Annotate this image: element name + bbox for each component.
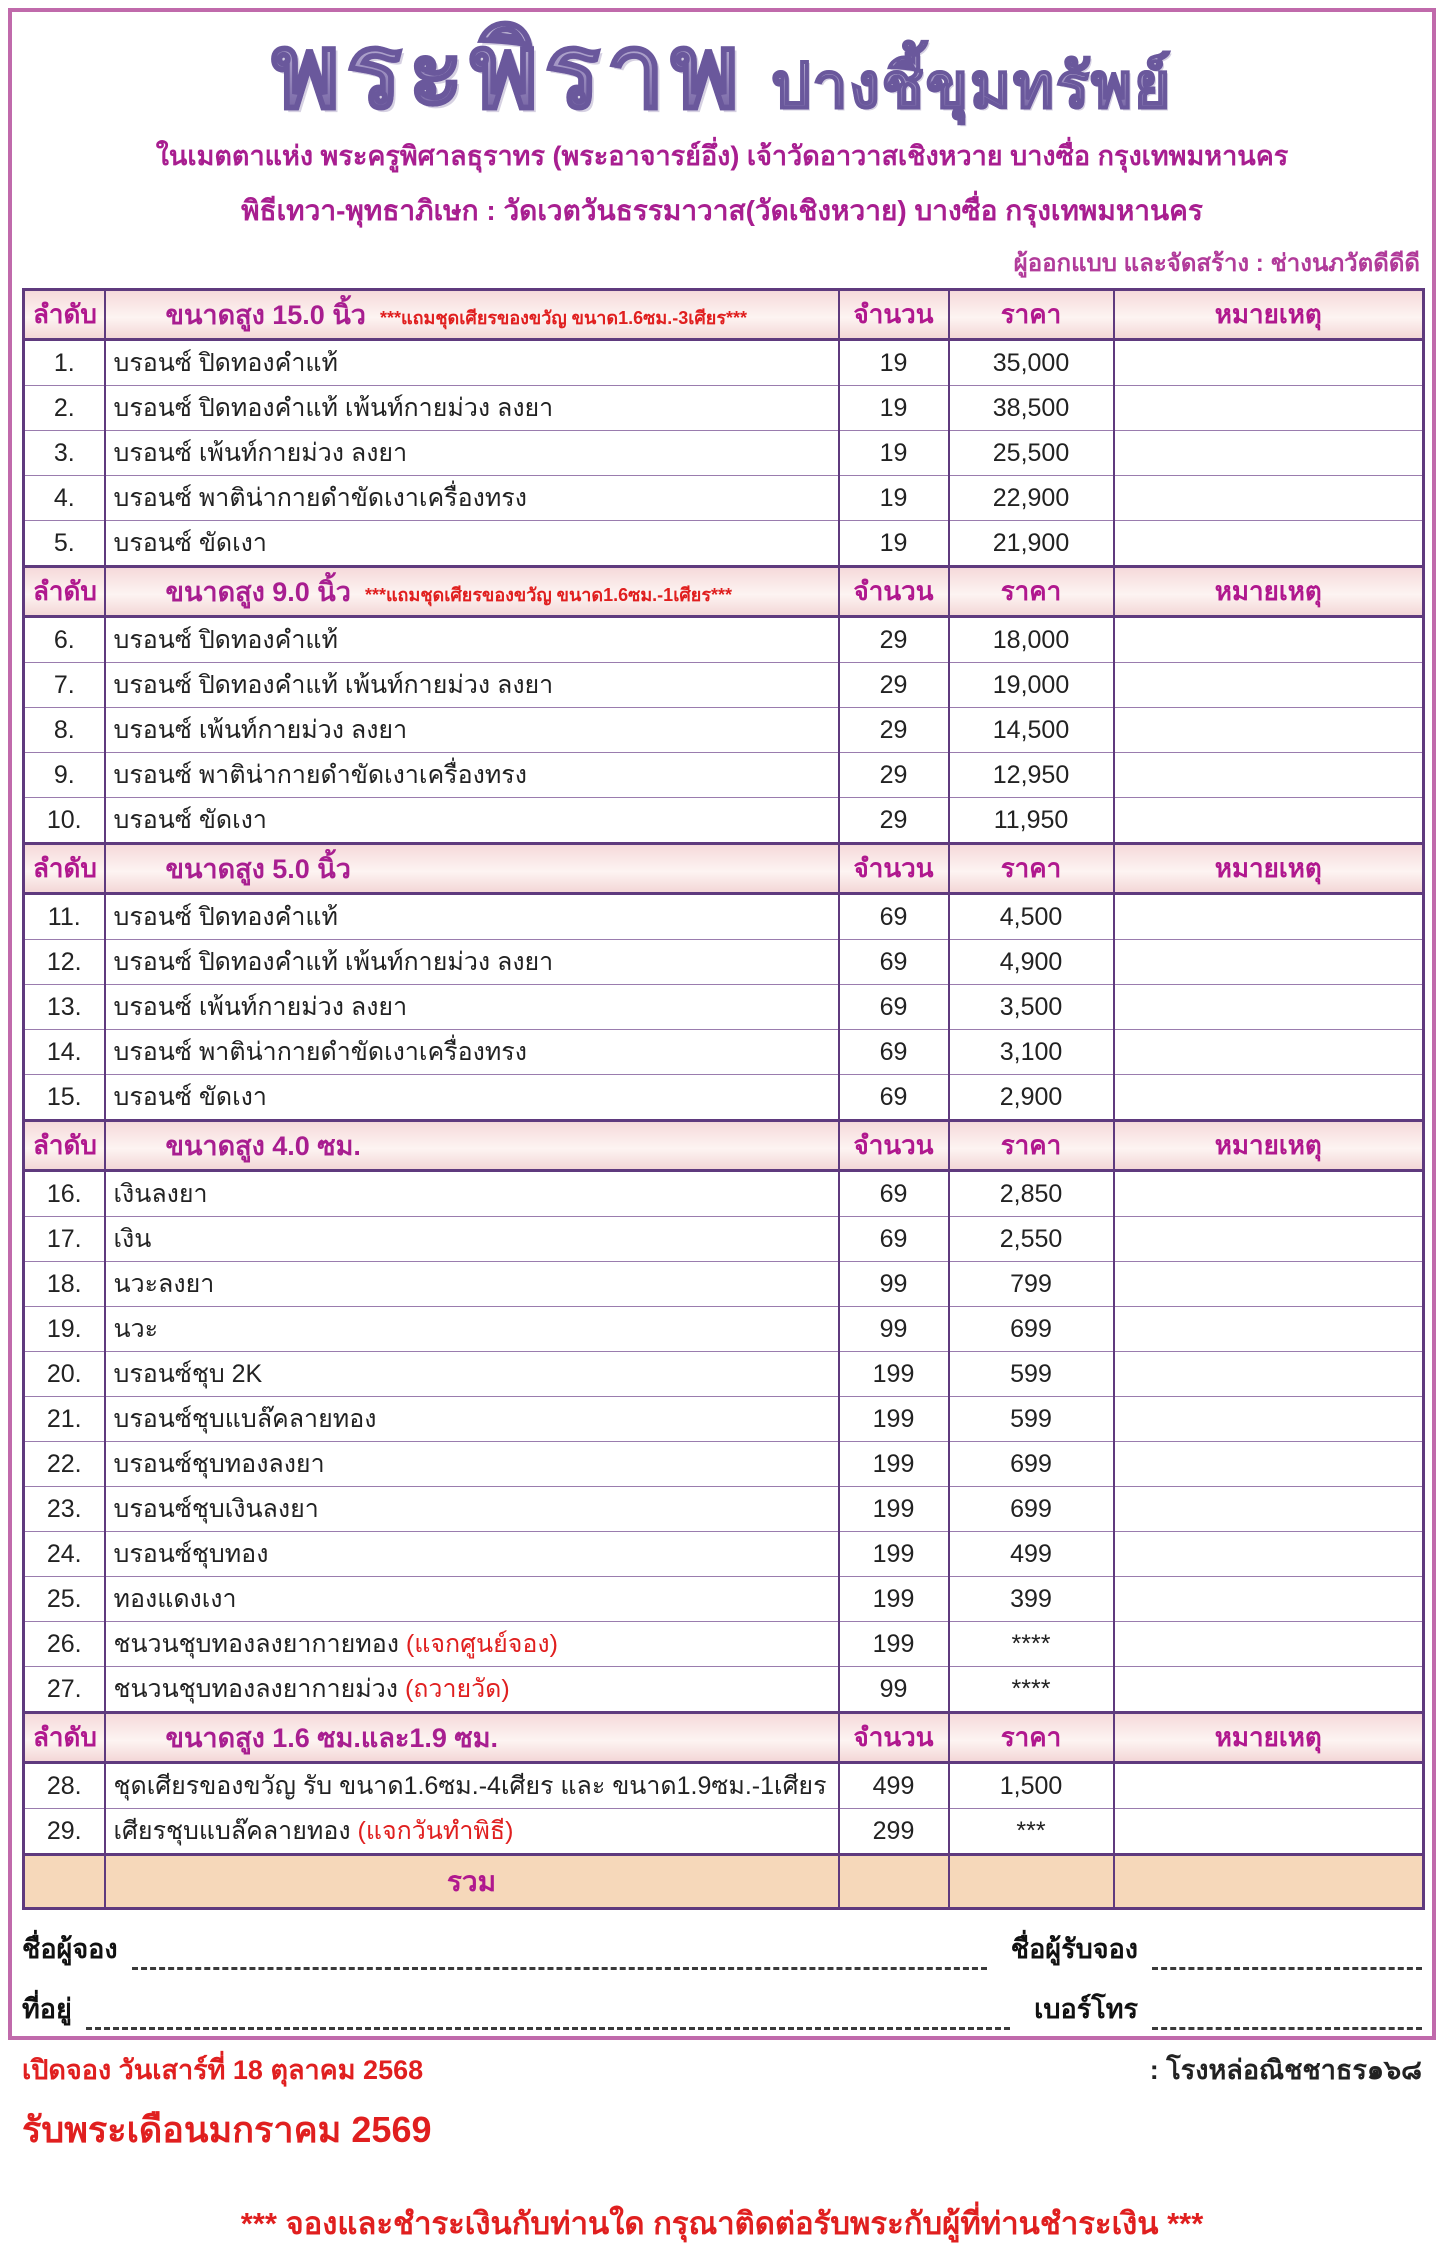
item-qty: 29 bbox=[839, 708, 949, 753]
row-index: 5. bbox=[24, 521, 105, 567]
row-index: 17. bbox=[24, 1217, 105, 1262]
size-label: ขนาดสูง 4.0 ซม. bbox=[165, 1131, 361, 1161]
table-row bbox=[24, 1352, 1424, 1397]
item-name: ทองแดงเงา bbox=[105, 1577, 839, 1622]
item-price: 399 bbox=[949, 1577, 1114, 1622]
item-name: บรอนซ์ ขัดเงา bbox=[105, 798, 839, 844]
section-size-header bbox=[105, 1713, 839, 1763]
section-size-header bbox=[105, 1121, 839, 1171]
column-header-qty: จำนวน bbox=[839, 1713, 949, 1763]
table-row bbox=[24, 1532, 1424, 1577]
item-qty: 199 bbox=[839, 1532, 949, 1577]
column-header-index: ลำดับ bbox=[24, 1713, 105, 1763]
item-price: 2,900 bbox=[949, 1075, 1114, 1121]
receive-date: รับพระเดือนมกราคม 2569 bbox=[22, 2109, 432, 2150]
size-label: ขนาดสูง 5.0 นิ้ว bbox=[165, 854, 351, 884]
item-price: 799 bbox=[949, 1262, 1114, 1307]
section-header-row bbox=[24, 844, 1424, 894]
row-index: 13. bbox=[24, 985, 105, 1030]
column-header-index: ลำดับ bbox=[24, 567, 105, 617]
item-name: บรอนซ์ เพ้นท์กายม่วง ลงยา bbox=[105, 708, 839, 753]
item-name: บรอนซ์ พาติน่ากายดำขัดเงาเครื่องทรง bbox=[105, 476, 839, 521]
row-index: 23. bbox=[24, 1487, 105, 1532]
item-note bbox=[1114, 1487, 1424, 1532]
column-header-price: ราคา bbox=[949, 567, 1114, 617]
item-price: 22,900 bbox=[949, 476, 1114, 521]
page-subtitle: ปางชี้ขุมทรัพย์ bbox=[771, 52, 1173, 121]
title-block bbox=[22, 14, 1422, 130]
item-qty: 199 bbox=[839, 1622, 949, 1667]
payment-warning: *** จองและชำระเงินกับท่านใด กรุณาติดต่อรับพระกับผู้ที่ท่านชำระเงิน *** bbox=[240, 2206, 1204, 2241]
item-note bbox=[1114, 386, 1424, 431]
table-row bbox=[24, 1577, 1424, 1622]
item-name-red-note: (แจกวันทำพิธี) bbox=[357, 1817, 514, 1845]
row-index: 10. bbox=[24, 798, 105, 844]
size-label: ขนาดสูง 15.0 นิ้ว bbox=[165, 300, 366, 330]
size-label: ขนาดสูง 9.0 นิ้ว bbox=[165, 577, 351, 607]
item-note bbox=[1114, 431, 1424, 476]
item-qty: 99 bbox=[839, 1307, 949, 1352]
item-name: บรอนซ์ชุบทอง bbox=[105, 1532, 839, 1577]
item-price: 19,000 bbox=[949, 663, 1114, 708]
item-qty: 199 bbox=[839, 1487, 949, 1532]
bonus-note: ***แถมชุดเศียรของขวัญ ขนาด1.6ซม.-1เศียร*** bbox=[364, 585, 732, 605]
item-note bbox=[1114, 1667, 1424, 1713]
column-header-qty: จำนวน bbox=[839, 844, 949, 894]
item-name: เงินลงยา bbox=[105, 1171, 839, 1217]
row-index: 3. bbox=[24, 431, 105, 476]
column-header-qty: จำนวน bbox=[839, 290, 949, 340]
item-name: บรอนซ์ชุบ 2K bbox=[105, 1352, 839, 1397]
table-row bbox=[24, 1307, 1424, 1352]
row-index: 8. bbox=[24, 708, 105, 753]
table-row bbox=[24, 985, 1424, 1030]
section-header-row bbox=[24, 290, 1424, 340]
row-index: 14. bbox=[24, 1030, 105, 1075]
form-footer bbox=[22, 1924, 1422, 2248]
item-note bbox=[1114, 340, 1424, 386]
item-qty: 19 bbox=[839, 476, 949, 521]
item-price: *** bbox=[949, 1809, 1114, 1855]
item-note bbox=[1114, 476, 1424, 521]
table-row bbox=[24, 1397, 1424, 1442]
row-index: 26. bbox=[24, 1622, 105, 1667]
total-note-cell bbox=[1114, 1855, 1424, 1909]
table-row bbox=[24, 1622, 1424, 1667]
item-price: 599 bbox=[949, 1352, 1114, 1397]
table-row bbox=[24, 1171, 1424, 1217]
row-index: 18. bbox=[24, 1262, 105, 1307]
section-header-row bbox=[24, 1713, 1424, 1763]
item-qty: 499 bbox=[839, 1763, 949, 1809]
reserver-label: ชื่อผู้จอง bbox=[22, 1934, 118, 1964]
column-header-qty: จำนวน bbox=[839, 1121, 949, 1171]
item-qty: 69 bbox=[839, 1171, 949, 1217]
column-header-note: หมายเหตุ bbox=[1114, 1713, 1424, 1763]
table-row bbox=[24, 663, 1424, 708]
row-index: 22. bbox=[24, 1442, 105, 1487]
item-note bbox=[1114, 1397, 1424, 1442]
item-name: บรอนซ์ชุบเงินลงยา bbox=[105, 1487, 839, 1532]
address-row bbox=[22, 1984, 1422, 2030]
designer-credit: ผู้ออกแบบ และจัดสร้าง : ช่างนภวัตดีดีดี bbox=[1013, 250, 1420, 277]
item-note bbox=[1114, 1622, 1424, 1667]
item-price: 699 bbox=[949, 1442, 1114, 1487]
item-note bbox=[1114, 663, 1424, 708]
item-qty: 29 bbox=[839, 753, 949, 798]
column-header-price: ราคา bbox=[949, 290, 1114, 340]
item-qty: 199 bbox=[839, 1577, 949, 1622]
item-note bbox=[1114, 1262, 1424, 1307]
reserver-fill-line bbox=[132, 1937, 987, 1970]
row-index: 28. bbox=[24, 1763, 105, 1809]
item-note bbox=[1114, 1171, 1424, 1217]
item-name: นวะ bbox=[105, 1307, 839, 1352]
row-index: 11. bbox=[24, 894, 105, 940]
table-row bbox=[24, 1442, 1424, 1487]
item-note bbox=[1114, 708, 1424, 753]
item-price: 38,500 bbox=[949, 386, 1114, 431]
table-row bbox=[24, 753, 1424, 798]
table-row bbox=[24, 1075, 1424, 1121]
item-qty: 29 bbox=[839, 798, 949, 844]
bonus-note: ***แถมชุดเศียรของขวัญ ขนาด1.6ซม.-3เศียร*** bbox=[379, 308, 748, 328]
column-header-price: ราคา bbox=[949, 1121, 1114, 1171]
item-name: บรอนซ์ เพ้นท์กายม่วง ลงยา bbox=[105, 985, 839, 1030]
row-index: 25. bbox=[24, 1577, 105, 1622]
item-price: 499 bbox=[949, 1532, 1114, 1577]
table-row bbox=[24, 340, 1424, 386]
column-header-index: ลำดับ bbox=[24, 290, 105, 340]
item-qty: 69 bbox=[839, 985, 949, 1030]
item-name-red-note: (แจกศูนย์จอง) bbox=[405, 1630, 558, 1658]
item-qty: 69 bbox=[839, 1075, 949, 1121]
item-name: ชุดเศียรของขวัญ รับ ขนาด1.6ซม.-4เศียร และ ขนาด1.9ซม.-1เศียร bbox=[105, 1763, 839, 1809]
total-qty-cell bbox=[839, 1855, 949, 1909]
item-note bbox=[1114, 753, 1424, 798]
item-name-red-note: (ถวายวัด) bbox=[404, 1675, 510, 1703]
item-qty: 199 bbox=[839, 1397, 949, 1442]
item-name: บรอนซ์ ปิดทองคำแท้ เพ้นท์กายม่วง ลงยา bbox=[105, 940, 839, 985]
table-row bbox=[24, 1262, 1424, 1307]
item-note bbox=[1114, 1442, 1424, 1487]
item-qty: 299 bbox=[839, 1809, 949, 1855]
item-qty: 69 bbox=[839, 1217, 949, 1262]
table-row bbox=[24, 940, 1424, 985]
table-row bbox=[24, 894, 1424, 940]
row-index: 27. bbox=[24, 1667, 105, 1713]
row-index: 16. bbox=[24, 1171, 105, 1217]
ceremony-line: พิธีเทวา-พุทธาภิเษก : วัดเวตวันธรรมาวาส(วัดเชิงหวาย) บางซื่อ กรุงเทพมหานคร bbox=[241, 195, 1203, 226]
item-name: บรอนซ์ ปิดทองคำแท้ bbox=[105, 894, 839, 940]
total-row bbox=[24, 1855, 1424, 1909]
item-qty: 29 bbox=[839, 617, 949, 663]
table-row bbox=[24, 1809, 1424, 1855]
item-name: บรอนซ์ ขัดเงา bbox=[105, 1075, 839, 1121]
receiver-fill-line bbox=[1152, 1937, 1422, 1970]
column-header-note: หมายเหตุ bbox=[1114, 1121, 1424, 1171]
section-size-header bbox=[105, 290, 839, 340]
item-qty: 199 bbox=[839, 1352, 949, 1397]
section-header-row bbox=[24, 567, 1424, 617]
table-row bbox=[24, 1217, 1424, 1262]
row-index: 4. bbox=[24, 476, 105, 521]
table-row bbox=[24, 1030, 1424, 1075]
item-name: บรอนซ์ ปิดทองคำแท้ เพ้นท์กายม่วง ลงยา bbox=[105, 386, 839, 431]
item-note bbox=[1114, 940, 1424, 985]
item-note bbox=[1114, 798, 1424, 844]
column-header-note: หมายเหตุ bbox=[1114, 844, 1424, 894]
section-size-header bbox=[105, 567, 839, 617]
item-note bbox=[1114, 617, 1424, 663]
row-index: 15. bbox=[24, 1075, 105, 1121]
item-name: ชนวนชุบทองลงยากายทอง (แจกศูนย์จอง) bbox=[105, 1622, 839, 1667]
item-price: 699 bbox=[949, 1307, 1114, 1352]
item-name: บรอนซ์ พาติน่ากายดำขัดเงาเครื่องทรง bbox=[105, 1030, 839, 1075]
total-price-cell bbox=[949, 1855, 1114, 1909]
item-name: บรอนซ์ชุบแบล๊คลายทอง bbox=[105, 1397, 839, 1442]
row-index: 29. bbox=[24, 1809, 105, 1855]
row-index: 21. bbox=[24, 1397, 105, 1442]
item-price: 1,500 bbox=[949, 1763, 1114, 1809]
item-note bbox=[1114, 1577, 1424, 1622]
row-index: 6. bbox=[24, 617, 105, 663]
table-row bbox=[24, 431, 1424, 476]
item-qty: 19 bbox=[839, 386, 949, 431]
item-price: 35,000 bbox=[949, 340, 1114, 386]
row-index: 9. bbox=[24, 753, 105, 798]
row-index: 7. bbox=[24, 663, 105, 708]
dates-row bbox=[22, 2048, 1422, 2091]
item-name: บรอนซ์ ปิดทองคำแท้ bbox=[105, 340, 839, 386]
row-index: 20. bbox=[24, 1352, 105, 1397]
row-index: 2. bbox=[24, 386, 105, 431]
item-note bbox=[1114, 1809, 1424, 1855]
address-label: ที่อยู่ bbox=[22, 1994, 72, 2024]
page-content bbox=[12, 12, 1432, 2241]
open-date: เปิดจอง วันเสาร์ที่ 18 ตุลาคม 2568 bbox=[22, 2055, 424, 2085]
item-name: บรอนซ์ชุบทองลงยา bbox=[105, 1442, 839, 1487]
table-row bbox=[24, 1487, 1424, 1532]
column-header-index: ลำดับ bbox=[24, 1121, 105, 1171]
item-qty: 99 bbox=[839, 1667, 949, 1713]
item-qty: 199 bbox=[839, 1442, 949, 1487]
row-index: 12. bbox=[24, 940, 105, 985]
item-note bbox=[1114, 1075, 1424, 1121]
table-row bbox=[24, 617, 1424, 663]
blessing-line: ในเมตตาแห่ง พระครูพิศาลธุราทร (พระอาจารย์อึ่ง) เจ้าวัดอาวาสเชิงหวาย บางซื่อ กรุงเทพมหานคร bbox=[155, 141, 1289, 171]
item-price: 599 bbox=[949, 1397, 1114, 1442]
item-note bbox=[1114, 1030, 1424, 1075]
item-qty: 29 bbox=[839, 663, 949, 708]
column-header-price: ราคา bbox=[949, 844, 1114, 894]
size-label: ขนาดสูง 1.6 ซม.และ1.9 ซม. bbox=[165, 1723, 499, 1753]
item-name: เศียรชุบแบล๊คลายทอง (แจกวันทำพิธี) bbox=[105, 1809, 839, 1855]
item-price: 2,550 bbox=[949, 1217, 1114, 1262]
item-note bbox=[1114, 894, 1424, 940]
table-row bbox=[24, 1763, 1424, 1809]
item-name: บรอนซ์ ขัดเงา bbox=[105, 521, 839, 567]
column-header-price: ราคา bbox=[949, 1713, 1114, 1763]
row-index: 19. bbox=[24, 1307, 105, 1352]
item-name: บรอนซ์ ปิดทองคำแท้ bbox=[105, 617, 839, 663]
item-price: 4,500 bbox=[949, 894, 1114, 940]
item-price: 3,100 bbox=[949, 1030, 1114, 1075]
row-index: 1. bbox=[24, 340, 105, 386]
item-price: 21,900 bbox=[949, 521, 1114, 567]
item-qty: 69 bbox=[839, 1030, 949, 1075]
item-price: 11,950 bbox=[949, 798, 1114, 844]
item-price: 18,000 bbox=[949, 617, 1114, 663]
item-qty: 19 bbox=[839, 521, 949, 567]
table-row bbox=[24, 476, 1424, 521]
section-header-row bbox=[24, 1121, 1424, 1171]
item-qty: 69 bbox=[839, 894, 949, 940]
item-note bbox=[1114, 1217, 1424, 1262]
item-price: 4,900 bbox=[949, 940, 1114, 985]
address-fill-line bbox=[86, 1997, 1010, 2030]
item-note bbox=[1114, 1763, 1424, 1809]
table-row bbox=[24, 1667, 1424, 1713]
item-name: บรอนซ์ พาติน่ากายดำขัดเงาเครื่องทรง bbox=[105, 753, 839, 798]
item-name: บรอนซ์ เพ้นท์กายม่วง ลงยา bbox=[105, 431, 839, 476]
row-index: 24. bbox=[24, 1532, 105, 1577]
item-note bbox=[1114, 985, 1424, 1030]
item-qty: 99 bbox=[839, 1262, 949, 1307]
column-header-qty: จำนวน bbox=[839, 567, 949, 617]
name-row bbox=[22, 1924, 1422, 1970]
total-label: รวม bbox=[105, 1855, 839, 1909]
column-header-note: หมายเหตุ bbox=[1114, 567, 1424, 617]
item-price: 14,500 bbox=[949, 708, 1114, 753]
phone-fill-line bbox=[1152, 1997, 1422, 2030]
phone-label: เบอร์โทร bbox=[1034, 1994, 1138, 2024]
item-name: เงิน bbox=[105, 1217, 839, 1262]
item-price: 2,850 bbox=[949, 1171, 1114, 1217]
foundry-credit: : โรงหล่อณิชชาธร๑๖๘ bbox=[1149, 2055, 1422, 2085]
total-index-cell bbox=[24, 1855, 105, 1909]
item-name: บรอนซ์ ปิดทองคำแท้ เพ้นท์กายม่วง ลงยา bbox=[105, 663, 839, 708]
item-name: ชนวนชุบทองลงยากายม่วง (ถวายวัด) bbox=[105, 1667, 839, 1713]
item-price: **** bbox=[949, 1622, 1114, 1667]
item-note bbox=[1114, 1307, 1424, 1352]
item-note bbox=[1114, 1352, 1424, 1397]
table-row bbox=[24, 386, 1424, 431]
item-price: 699 bbox=[949, 1487, 1114, 1532]
item-note bbox=[1114, 1532, 1424, 1577]
item-price: 3,500 bbox=[949, 985, 1114, 1030]
item-price: 12,950 bbox=[949, 753, 1114, 798]
section-size-header bbox=[105, 844, 839, 894]
column-header-index: ลำดับ bbox=[24, 844, 105, 894]
item-qty: 19 bbox=[839, 340, 949, 386]
price-table bbox=[22, 288, 1425, 1910]
item-price: 25,500 bbox=[949, 431, 1114, 476]
table-row bbox=[24, 708, 1424, 753]
table-row bbox=[24, 798, 1424, 844]
receiver-label: ชื่อผู้รับจอง bbox=[1010, 1934, 1138, 1964]
item-qty: 69 bbox=[839, 940, 949, 985]
item-name: นวะลงยา bbox=[105, 1262, 839, 1307]
price-table-body bbox=[24, 290, 1424, 1909]
item-note bbox=[1114, 521, 1424, 567]
table-row bbox=[24, 521, 1424, 567]
item-price: **** bbox=[949, 1667, 1114, 1713]
page-title: พระพิราพ bbox=[271, 14, 746, 130]
column-header-note: หมายเหตุ bbox=[1114, 290, 1424, 340]
item-qty: 19 bbox=[839, 431, 949, 476]
